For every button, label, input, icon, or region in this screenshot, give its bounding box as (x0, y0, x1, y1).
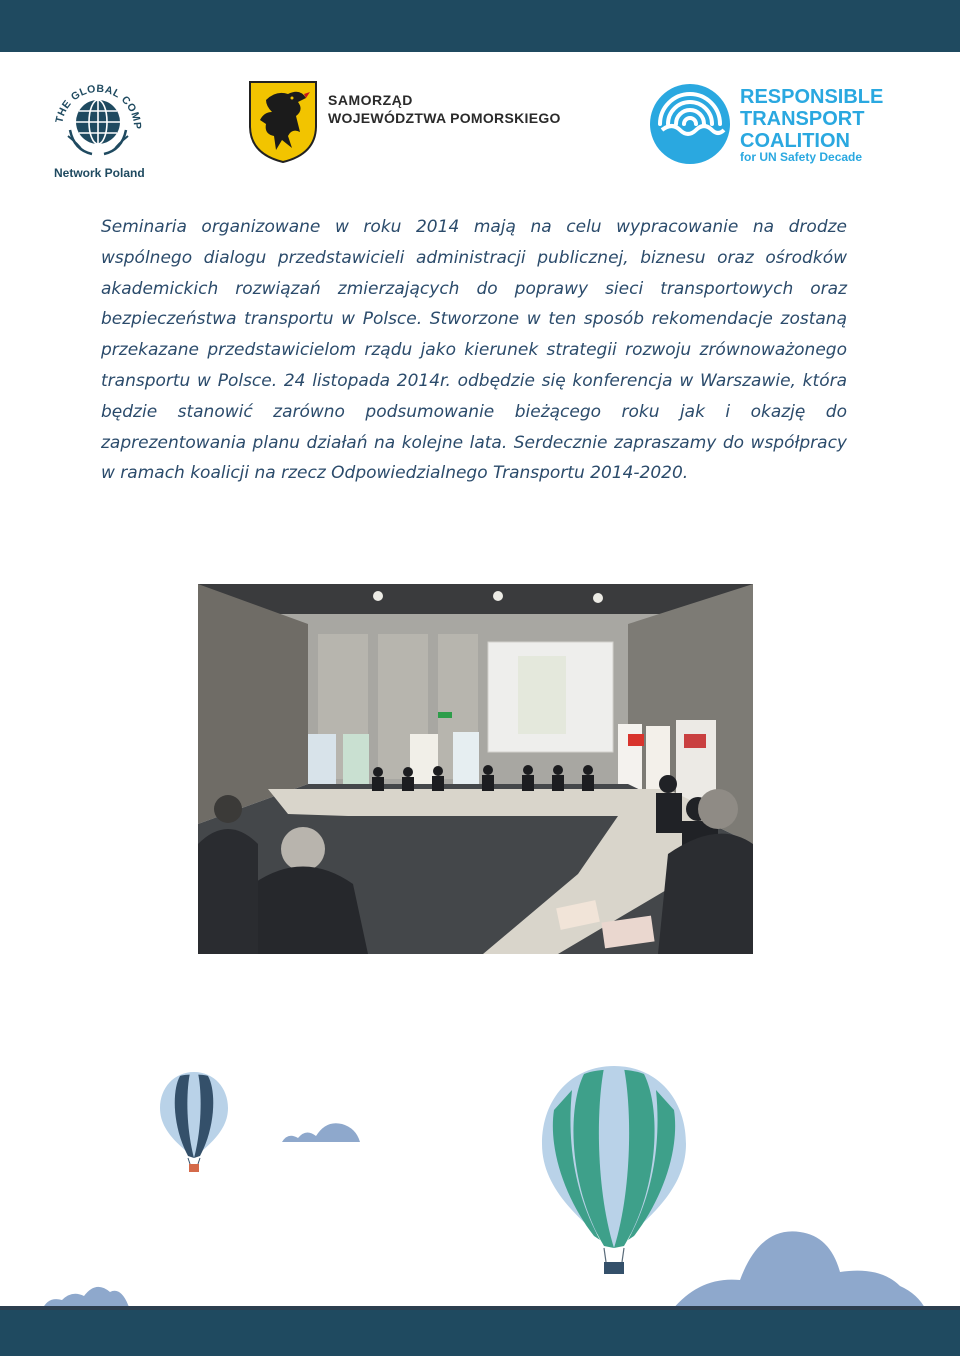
balloons-decoration (0, 1040, 960, 1312)
small-balloon-icon (160, 1072, 228, 1172)
griffin-coat-of-arms-icon (248, 80, 318, 164)
gc-caption: Network Poland (54, 166, 145, 180)
rtc-line2: TRANSPORT (740, 108, 865, 130)
rtc-line1: RESPONSIBLE (740, 86, 884, 108)
bottom-right-cloud-icon (672, 1231, 926, 1310)
main-paragraph: Seminaria organizowane w roku 2014 mają na celu wypracowanie na drodze wspólnego dialogu przedstawicieli administracji publicznej, biznesu oraz ośrodków akademickich rozwiązań zmierzających do poprawy sieci transportowych oraz bezpieczeństwa transportu w Polsce. Stworzone w ten sposób rekomendacje zostaną przekazane przedstawicielom rządu jako kierunek strategii rozwoju zrównoważonego transportu w Polsce. 24 listopada 2014r. odbędzie się konferencja w Warszawie, która będzie stanowić zarówno podsumowanie bieżącego roku jak i okazję do zaprezentowania planu działań na kolejne lata. Serdecznie zapraszamy do współpracy w ramach koalicji na rzecz Odpowiedzialnego Transportu 2014-2020. (101, 217, 847, 484)
rtc-logo (648, 82, 918, 168)
global-compact-globe-icon (48, 70, 148, 166)
pomorskie-line2: WOJEWÓDZTWA POMORSKIEGO (328, 110, 561, 126)
rtc-line3: COALITION (740, 130, 850, 152)
top-header-bar (0, 0, 960, 52)
spiral-wave-icon (648, 82, 732, 166)
pomorskie-logo (248, 80, 561, 166)
rtc-subtitle: for UN Safety Decade (740, 150, 863, 164)
pomorskie-line1: SAMORZĄD (328, 92, 413, 108)
conference-photo (198, 584, 753, 954)
gc-ring-text: THE GLOBAL COMP (53, 82, 144, 130)
bottom-footer-bar (0, 1310, 960, 1356)
small-cloud-icon (282, 1123, 360, 1142)
large-balloon-icon (542, 1066, 686, 1274)
global-compact-logo (48, 70, 148, 182)
